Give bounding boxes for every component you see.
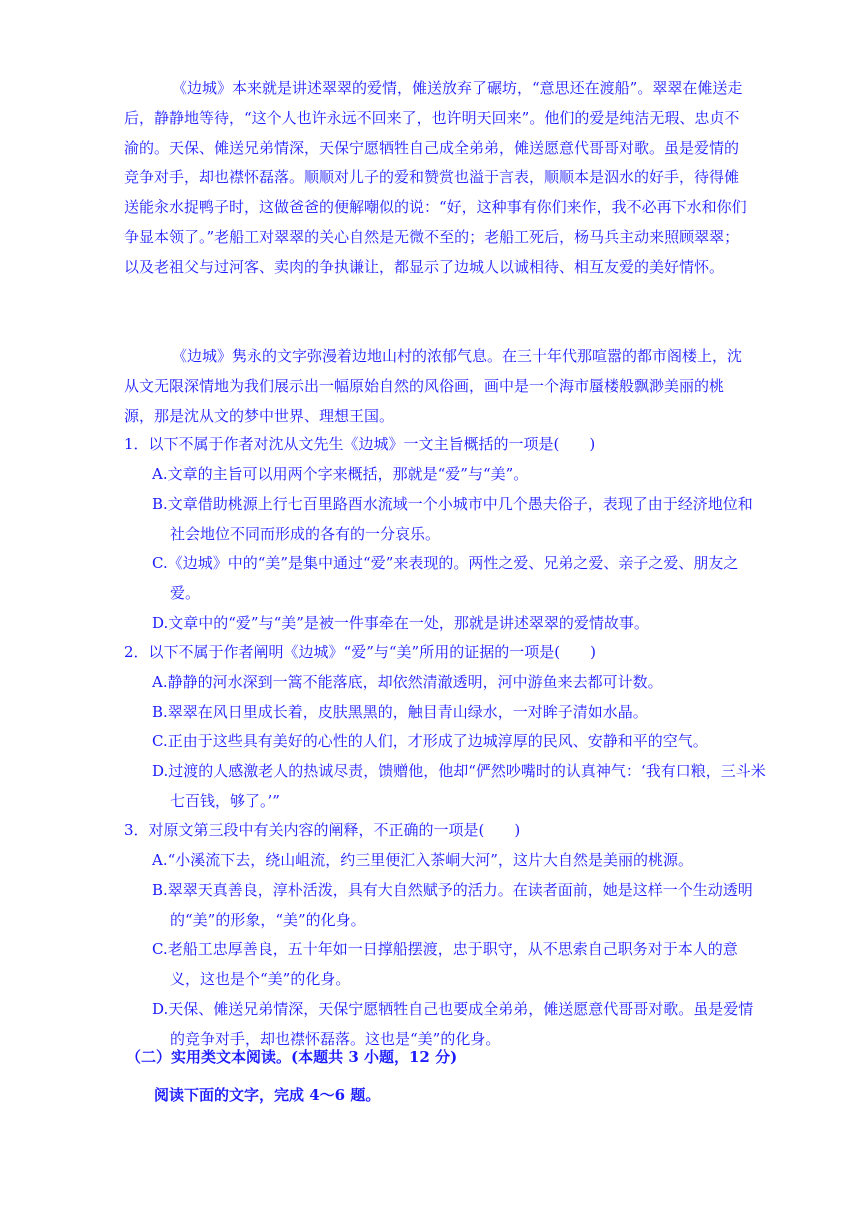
section-heading: （二）实用类文本阅读。(本题共 3 小题，12 分): [126, 1048, 458, 1066]
section-instruction: 阅读下面的文字，完成 4～6 题。: [154, 1086, 381, 1104]
passage-paragraph-1: 《边城》本来就是讲述翠翠的爱情，傩送放弃了碾坊，“意思还在渡船”。翠翠在傩送走后，静静地等待，“这个人也许永远不回来了，也许明天回来”。他们的爱是纯洁无瑕、忠贞不渝的。天保、傩送兄弟情深，天保宁愿牺牲自己成全弟弟，傩送愿意代哥哥对歌。虽是爱情的竞争对手，却也襟怀磊落。顺顺对儿子的爱和赞赏也溢于言表，顺顺本是泅水的好手，待得傩送能汆水捉鸭子时，这做爸爸的便解嘲似的说：“好，这种事有你们来作，我不必再下水和你们争显本领了。”老船工对翠翠的关心自然是无微不至的；老船工死后，杨马兵主动来照顾翠翠；以及老祖父与过河客、卖肉的争执谦让，都显示了边城人以诚相待、相互友爱的美好情怀。: [124, 79, 747, 276]
question-1-option-b: B.文章借助桃源上行七百里路酉水流域一个小城市中几个愚夫俗子，表现了由于经济地位和社会地位不同而形成的各有的一分哀乐。: [152, 495, 753, 543]
question-3-option-c: C.老船工忠厚善良，五十年如一日撑船摆渡，忠于职守，从不思索自己职务对于本人的意义，这也是个“美”的化身。: [152, 940, 738, 988]
question-3-option-a: A.“小溪流下去，绕山岨流，约三里便汇入茶峒大河”，这片大自然是美丽的桃源。: [152, 851, 693, 869]
question-2-stem: 2．以下不属于作者阐明《边城》“爱”与“美”所用的证据的一项是( ): [124, 643, 596, 661]
question-1-stem: 1．以下不属于作者对沈从文先生《边城》一文主旨概括的一项是( ): [124, 435, 596, 453]
question-3-option-b: B.翠翠天真善良，淳朴活泼，具有大自然赋予的活力。在读者面前，她是这样一个生动透明的“美”的形象，“美”的化身。: [152, 881, 753, 929]
question-2-option-d: D.过渡的人感激老人的热诚尽责，馈赠他，他却“俨然吵嘴时的认真神气：‘我有口粮，三斗米七百钱，够了。’”: [152, 762, 766, 810]
question-2-option-b: B.翠翠在风日里成长着，皮肤黑黑的，触目青山绿水，一对眸子清如水晶。: [152, 703, 648, 721]
question-1-option-c: C.《边城》中的“美”是集中通过“爱”来表现的。两性之爱、兄弟之爱、亲子之爱、朋友之爱。: [152, 554, 739, 602]
question-1-option-a: A.文章的主旨可以用两个字来概括，那就是“爱”与“美”。: [152, 465, 529, 483]
question-2-option-c: C.正由于这些具有美好的心性的人们，才形成了边城淳厚的民风、安静和平的空气。: [152, 732, 708, 750]
question-2-option-a: A.静静的河水深到一篙不能落底，却依然清澈透明，河中游鱼来去都可计数。: [152, 673, 663, 691]
passage-paragraph-2: 《边城》隽永的文字弥漫着边地山村的浓郁气息。在三十年代那喧嚣的都市阁楼上，沈从文无限深情地为我们展示出一幅原始自然的风俗画，画中是一个海市蜃楼般飘渺美丽的桃源，那是沈从文的梦中世界、理想王国。: [124, 347, 743, 425]
question-1-option-d: D.文章中的“爱”与“美”是被一件事牵在一处，那就是讲述翠翠的爱情故事。: [152, 614, 649, 632]
question-3-stem: 3．对原文第三段中有关内容的阐释，不正确的一项是( ): [124, 821, 521, 839]
question-3-option-d: D.天保、傩送兄弟情深，天保宁愿牺牲自己也要成全弟弟，傩送愿意代哥哥对歌。虽是爱情的竞争对手，却也襟怀磊落。这也是“美”的化身。: [152, 1000, 754, 1048]
